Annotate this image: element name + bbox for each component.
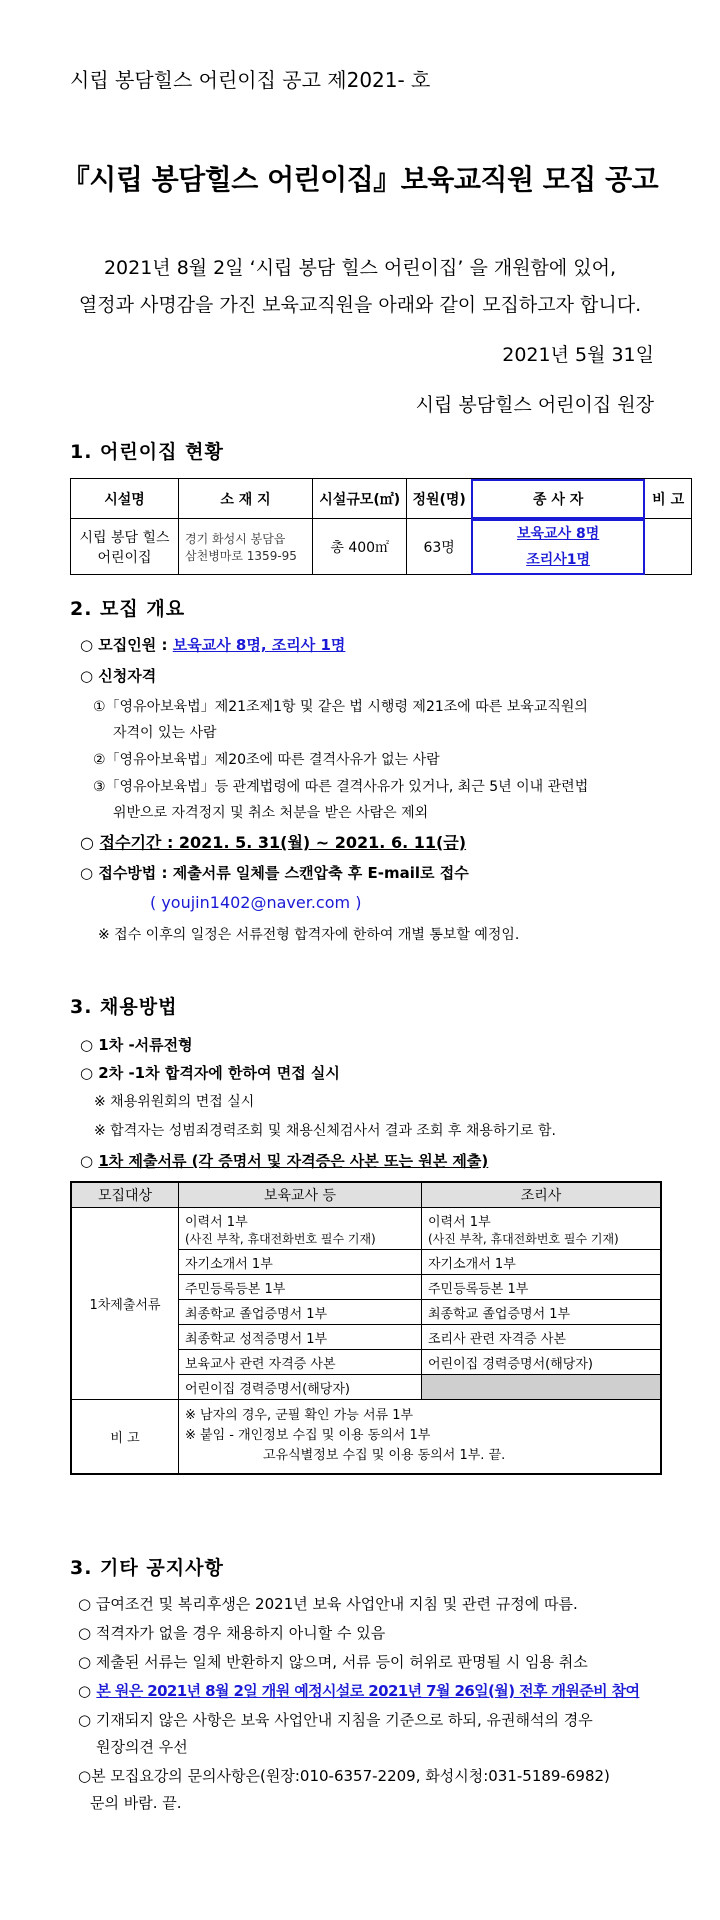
th-staff: 종 사 자 <box>471 479 644 519</box>
remark-1: ※ 남자의 경우, 군필 확인 가능 서류 1부 <box>185 1408 414 1424</box>
teacher-doc-3: 주민등록등본 1부 <box>179 1275 422 1300</box>
schedule-note: ※ 접수 이후의 일정은 서류전형 합격자에 한하여 개별 통보할 예정임. <box>98 927 520 943</box>
remark-label: 비 고 <box>71 1400 179 1474</box>
signature: 시립 봉담힐스 어린이집 원장 <box>415 394 654 416</box>
notice-item-4-text: 본 원은 2021년 8월 2일 개원 예정시설로 2021년 7월 26일(월) 전후 개원준비 참여 <box>96 1682 640 1700</box>
documents-table <box>70 1181 662 1475</box>
teacher-doc-1-line-1: 이력서 1부 <box>185 1214 248 1230</box>
qual-label: ○ 신청자격 <box>80 667 157 685</box>
notice-item-2: ○ 적격자가 없을 경우 채용하지 아니할 수 있음 <box>78 1624 386 1642</box>
th-note: 비 고 <box>645 479 692 519</box>
notice-item-4 <box>78 1680 639 1701</box>
th-address: 소 재 지 <box>179 479 313 519</box>
th-capacity: 정원(명) <box>407 479 472 519</box>
th-target: 모집대상 <box>71 1182 179 1208</box>
page-title: 『시립 봉담힐스 어린이집』보육교직원 모집 공고 <box>61 163 659 196</box>
period-line <box>80 830 466 853</box>
section-2-heading: 2. 모집 개요 <box>70 598 186 620</box>
facility-name: 시립 봉담 힐스 어린이집 <box>71 519 179 575</box>
cook-doc-3: 주민등록등본 1부 <box>422 1275 662 1300</box>
email-address: ( youjin1402@naver.com ) <box>150 893 362 912</box>
method-value: 접수방법 : 제출서류 일체를 스캔압축 후 E-mail로 접수 <box>98 864 469 882</box>
notice-item-5b: 원장의견 우선 <box>96 1738 188 1756</box>
cook-doc-1-line-1: 이력서 1부 <box>428 1214 491 1230</box>
cook-doc-5: 조리사 관련 자격증 사본 <box>422 1325 662 1350</box>
recruit-label: ○ 모집인원 : <box>80 636 168 654</box>
teacher-doc-1 <box>179 1208 422 1250</box>
teacher-doc-1-line-2: (사진 부착, 휴대전화번호 필수 기재) <box>185 1231 376 1246</box>
staff-line-2: 조리사1명 <box>526 551 591 568</box>
intro-line-1: 2021년 8월 2일 ‘시립 봉담 힐스 어린이집’ 을 개원함에 있어, <box>103 257 617 279</box>
qual-1a: ①「영유아보육법」제21조제1항 및 같은 법 시행령 제21조에 따른 보육교직원의 <box>93 699 588 715</box>
facility-address <box>179 519 313 575</box>
cook-doc-2: 자기소개서 1부 <box>422 1250 662 1275</box>
teacher-doc-2: 자기소개서 1부 <box>179 1250 422 1275</box>
notice-item-6a: ○본 모집요강의 문의사항은(원장:010-6357-2209, 화성시청:031-5189-6982) <box>78 1767 610 1785</box>
cook-doc-4: 최종학교 졸업증명서 1부 <box>422 1300 662 1325</box>
facility-note <box>645 519 692 575</box>
th-name: 시설명 <box>71 479 179 519</box>
notice-item-6b: 문의 바람. 끝. <box>90 1794 182 1812</box>
cook-doc-1 <box>422 1208 662 1250</box>
recruit-line <box>80 634 345 655</box>
step-2: ○ 2차 -1차 합격자에 한하여 면접 실시 <box>80 1064 340 1082</box>
facility-table <box>70 478 692 575</box>
section-4-heading: 3. 기타 공지사항 <box>70 1557 224 1579</box>
method-line <box>80 862 469 883</box>
qual-3b: 위반으로 자격정지 및 취소 처분을 받은 사람은 제외 <box>113 805 429 821</box>
docs-bullet: ○ <box>80 1152 94 1170</box>
interview-note: ※ 채용위원회의 면접 실시 <box>94 1094 255 1110</box>
cook-doc-empty <box>422 1375 662 1400</box>
address-line-2: 삼천병마로 1359-95 <box>185 548 297 563</box>
period-value: 접수기간 : 2021. 5. 31(월) ~ 2021. 6. 11(금) <box>99 833 467 852</box>
method-bullet: ○ <box>80 864 94 882</box>
th-size: 시설규모(㎡) <box>313 479 407 519</box>
th-teacher: 보육교사 등 <box>179 1182 422 1208</box>
qual-1b: 자격이 있는 사람 <box>113 725 217 741</box>
row-label: 1차제출서류 <box>71 1208 179 1400</box>
docs-line <box>80 1150 488 1171</box>
remark-cell <box>179 1400 662 1474</box>
notice-item-5a: ○ 기재되지 않은 사항은 보육 사업안내 지침을 기준으로 하되, 유권해석의 경우 <box>78 1711 593 1729</box>
section-1-heading: 1. 어린이집 현황 <box>70 441 224 463</box>
cook-doc-6: 어린이집 경력증명서(해당자) <box>422 1350 662 1375</box>
facility-capacity: 63명 <box>407 519 472 575</box>
notice-number: 시립 봉담힐스 어린이집 공고 제2021- 호 <box>70 68 431 92</box>
teacher-doc-7: 어린이집 경력증명서(해당자) <box>179 1375 422 1400</box>
facility-staff <box>471 519 644 575</box>
intro-line-2: 열정과 사명감을 가진 보육교직원을 아래와 같이 모집하고자 합니다. <box>78 294 642 316</box>
cook-doc-1-line-2: (사진 부착, 휴대전화번호 필수 기재) <box>428 1231 619 1246</box>
qual-2: ②「영유아보육법」제20조에 따른 결격사유가 없는 사람 <box>93 752 440 768</box>
staff-line-1: 보육교사 8명 <box>517 525 600 542</box>
docs-value: 1차 제출서류 (각 증명서 및 자격증은 사본 또는 원본 제출) <box>98 1152 489 1170</box>
notice-item-1: ○ 급여조건 및 복리후생은 2021년 보육 사업안내 지침 및 관련 규정에 따름. <box>78 1595 578 1613</box>
hiring-note: ※ 합격자는 성범죄경력조회 및 채용신체검사서 결과 조회 후 채용하기로 함. <box>94 1123 556 1139</box>
address-line-1: 경기 화성시 봉담읍 <box>185 531 286 546</box>
notice-date: 2021년 5월 31일 <box>502 344 654 366</box>
section-3-heading: 3. 채용방법 <box>70 996 178 1018</box>
remark-3: 고유식별정보 수집 및 이용 동의서 1부. 끝. <box>263 1448 506 1464</box>
qual-3a: ③「영유아보육법」등 관계법령에 따른 결격사유가 있거나, 최근 5년 이내 관련법 <box>93 779 589 795</box>
recruit-value: 보육교사 8명, 조리사 1명 <box>172 636 346 654</box>
remark-2: ※ 붙임 - 개인정보 수집 및 이용 동의서 1부 <box>185 1428 431 1444</box>
teacher-doc-6: 보육교사 관련 자격증 사본 <box>179 1350 422 1375</box>
facility-size: 총 400㎡ <box>313 519 407 575</box>
teacher-doc-4: 최종학교 졸업증명서 1부 <box>179 1300 422 1325</box>
period-bullet: ○ <box>80 833 94 852</box>
notice-item-4-bullet: ○ <box>78 1682 92 1700</box>
th-cook: 조리사 <box>422 1182 662 1208</box>
teacher-doc-5: 최종학교 성적증명서 1부 <box>179 1325 422 1350</box>
notice-item-3: ○ 제출된 서류는 일체 반환하지 않으며, 서류 등이 허위로 판명될 시 임용 취소 <box>78 1653 588 1671</box>
step-1: ○ 1차 -서류전형 <box>80 1036 193 1054</box>
